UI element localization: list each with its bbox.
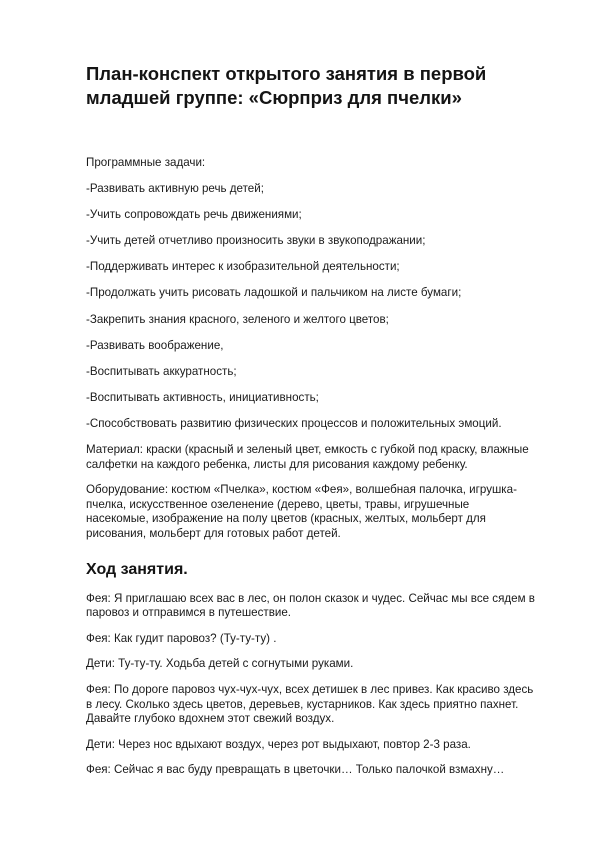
dialogue-line: Фея: Сейчас я вас буду превращать в цветочки… Только палочкой взмахну… (86, 763, 505, 777)
task-item: -Развивать активную речь детей; (86, 182, 264, 196)
task-item: -Учить детей отчетливо произносить звуки в звукоподражании; (86, 234, 426, 248)
dialogue-line: Фея: Как гудит паровоз? (Ту-ту-ту) . (86, 631, 277, 645)
dialogue (86, 592, 535, 778)
task-item: -Развивать воображение, (86, 338, 224, 352)
task-item: -Воспитывать аккуратность; (86, 364, 237, 378)
task-item: -Учить сопровождать речь движениями; (86, 208, 302, 222)
task-item: -Воспитывать активность, инициативность; (86, 390, 319, 404)
dialogue-line: Дети: Ту-ту-ту. Ходьба детей с согнутыми руками. (86, 657, 354, 671)
material-paragraph: Материал: краски (красный и зеленый цвет, емкость с губкой под краску, влажные салфетки на каждого ребенка, листы для рисования каждому ребенку. (86, 443, 529, 471)
task-item: -Закрепить знания красного, зеленого и желтого цветов; (86, 312, 389, 326)
dialogue-line: Дети: Через нос вдыхают воздух, через рот выдыхают, повтор 2-3 раза. (86, 737, 471, 751)
tasks-list (86, 182, 535, 431)
document-title: План-конспект открытого занятия в первой младшей группе: «Сюрприз для пчелки» (86, 63, 487, 108)
section-heading: Ход занятия. (86, 560, 188, 578)
task-item: -Способствовать развитию физических процессов и положительных эмоций. (86, 416, 502, 430)
task-item: -Продолжать учить рисовать ладошкой и пальчиком на листе бумаги; (86, 286, 462, 300)
equipment-paragraph: Оборудование: костюм «Пчелка», костюм «Фея», волшебная палочка, игрушка-пчелка, искусственное озеленение (дерево, цветы, травы, игрушечные насекомые, изображение на полу цветов (красных, желтых, мольберт для рисования, мольберт для готовых работ детей. (86, 483, 517, 540)
task-item: -Поддерживать интерес к изобразительной деятельности; (86, 260, 400, 274)
dialogue-line: Фея: По дороге паровоз чух-чух-чух, всех детишек в лес привез. Как красиво здесь в лесу. Сколько здесь цветов, деревьев, кустарников. Как здесь приятно пахнет. Давайте глубоко вдохнем этот свежий воздух. (86, 682, 534, 726)
dialogue-line: Фея: Я приглашаю всех вас в лес, он полон сказок и чудес. Сейчас мы все сядем в паровоз и отправимся в путешествие. (86, 591, 535, 620)
tasks-heading: Программные задачи: (86, 156, 206, 169)
